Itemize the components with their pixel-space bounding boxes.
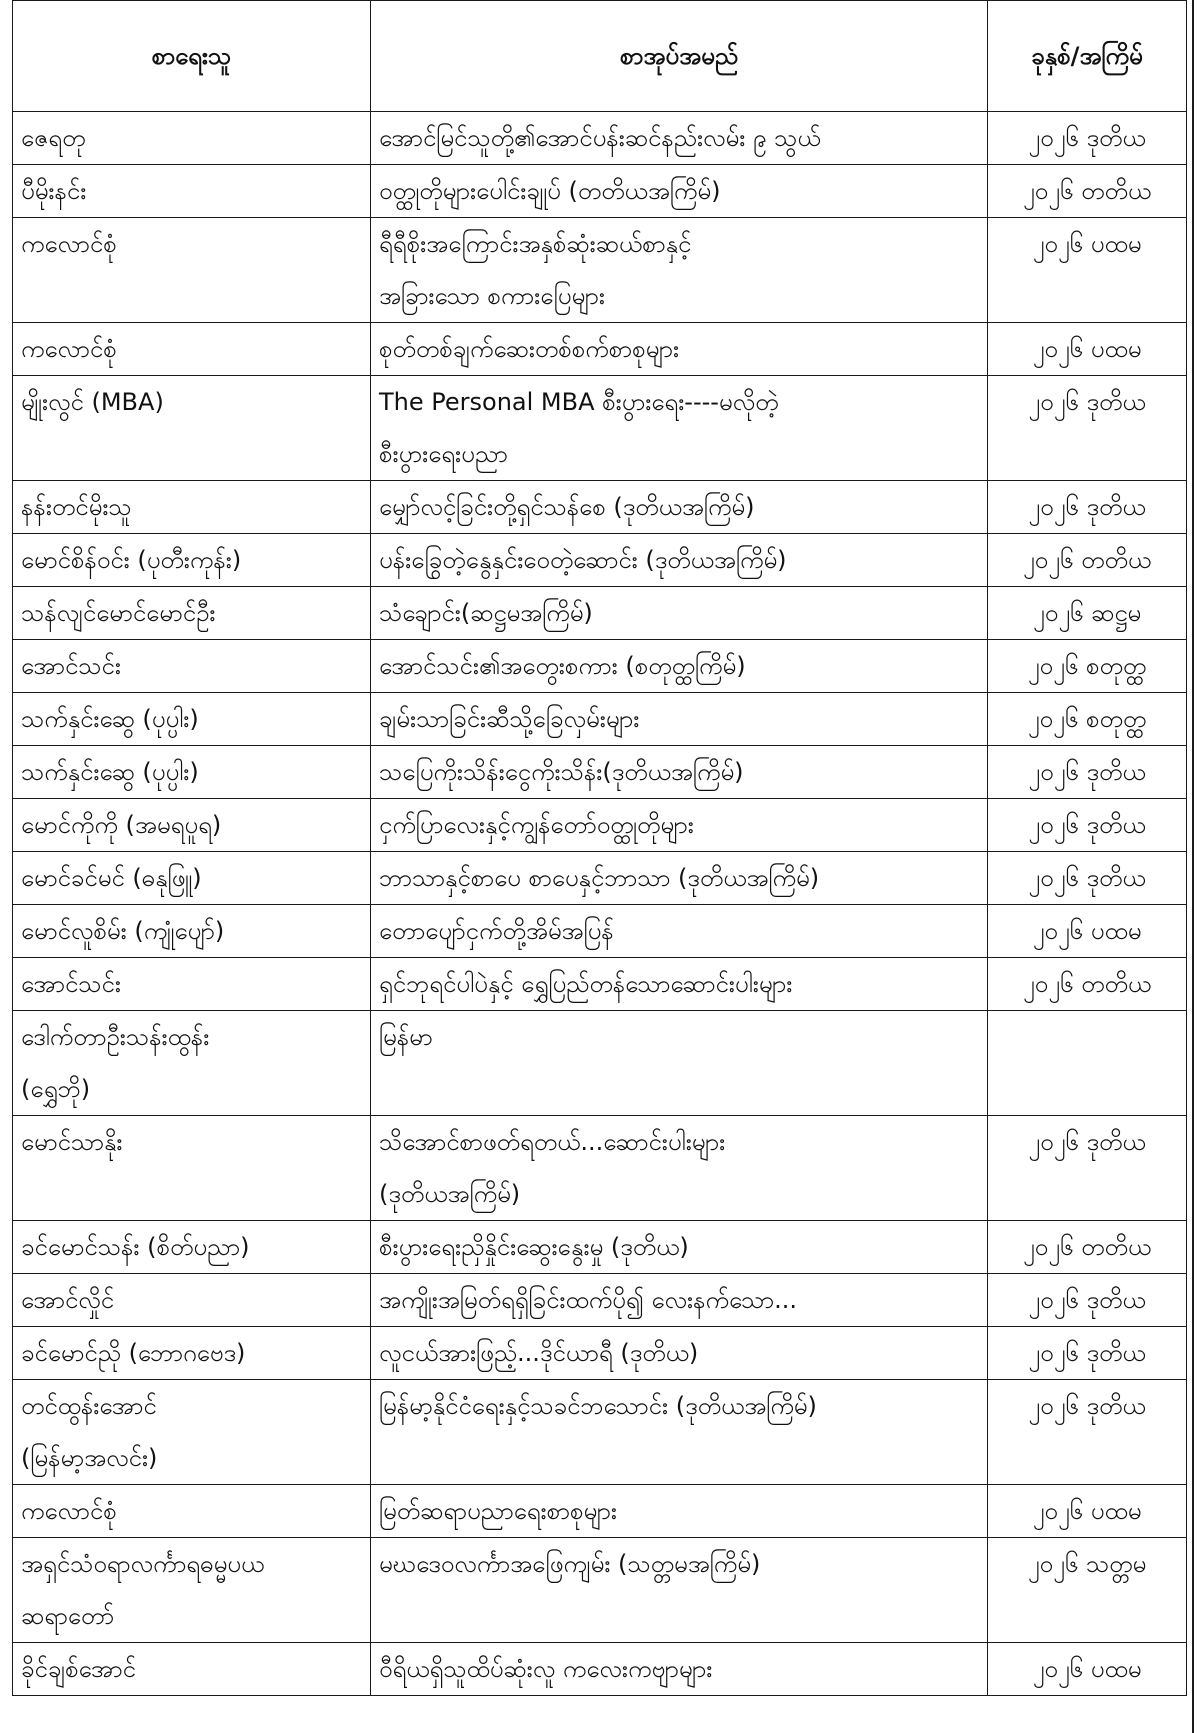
edition-cell: ၂၀၂၆ တတိယ xyxy=(988,958,1187,1011)
author-cell: မောင်စိန်ဝင်း (ပုတီးကုန်း) xyxy=(13,534,371,587)
edition-cell: ၂၀၂၆ ဒုတိယ xyxy=(988,376,1187,481)
edition-cell: ၂၀၂၆ ဒုတိယ xyxy=(988,112,1187,165)
title-cell: လူငယ်အားဖြည့်...ဒိုင်ယာရီ (ဒုတိယ) xyxy=(371,1327,988,1380)
header-edition: ခုနှစ်/အကြိမ် xyxy=(988,1,1187,112)
title-cell: အောင်မြင်သူတို့၏အောင်ပန်းဆင်နည်းလမ်း ၉ သွယ် xyxy=(371,112,988,165)
edition-cell: ၂၀၂၆ ဒုတိယ xyxy=(988,852,1187,905)
author-cell: သန်လျင်မောင်မောင်ဦး xyxy=(13,587,371,640)
edition-cell: ၂၀၂၆ တတိယ xyxy=(988,1221,1187,1274)
table-row xyxy=(13,1274,1187,1327)
table-row xyxy=(13,323,1187,376)
edition-cell: ၂၀၂၆ ပထမ xyxy=(988,218,1187,323)
title-cell: ချမ်းသာခြင်းဆီသို့ခြေလှမ်းများ xyxy=(371,693,988,746)
title-cell: မြန်မာ xyxy=(371,1011,988,1116)
edition-cell: ၂၀၂၆ ဆဋ္ဌမ xyxy=(988,587,1187,640)
table-row xyxy=(13,1327,1187,1380)
author-cell: ခိုင်ချစ်အောင် xyxy=(13,1643,371,1696)
author-cell: နန်းတင်မိုးသူ xyxy=(13,481,371,534)
table-row xyxy=(13,1116,1187,1221)
title-cell: သိအောင်စာဖတ်ရတယ်...ဆောင်းပါးများ (ဒုတိယအကြိမ်) xyxy=(371,1116,988,1221)
table-row xyxy=(13,746,1187,799)
table-row xyxy=(13,905,1187,958)
title-cell: အကျိုးအမြတ်ရရှိခြင်းထက်ပို၍ လေးနက်သော... xyxy=(371,1274,988,1327)
edition-cell xyxy=(988,1011,1187,1116)
title-cell: ဝီရိယရှိသူထိပ်ဆုံးလူ ကလေးကဗျာများ xyxy=(371,1643,988,1696)
table-row xyxy=(13,165,1187,218)
edition-cell: ၂၀၂၆ စတုတ္ထ xyxy=(988,640,1187,693)
title-cell: The Personal MBA စီးပွားရေး----မလိုတဲ့ စီးပွားရေးပညာ xyxy=(371,376,988,481)
title-cell: ဝတ္ထုတိုများပေါင်းချုပ် (တတိယအကြိမ်) xyxy=(371,165,988,218)
table-row xyxy=(13,218,1187,323)
title-cell: သပြေကိုးသိန်းငွေကိုးသိန်း(ဒုတိယအကြိမ်) xyxy=(371,746,988,799)
author-cell: ဒေါက်တာဦးသန်းထွန်း (ရွှေဘို) xyxy=(13,1011,371,1116)
table-row xyxy=(13,481,1187,534)
edition-cell: ၂၀၂၆ ဒုတိယ xyxy=(988,1116,1187,1221)
table-header-row xyxy=(13,1,1187,112)
book-list-table xyxy=(12,0,1187,1696)
author-cell: တင်ထွန်းအောင် (မြန်မာ့အလင်း) xyxy=(13,1380,371,1485)
edition-cell: ၂၀၂၆ တတိယ xyxy=(988,534,1187,587)
table-body xyxy=(13,112,1187,1696)
author-cell: မောင်ခင်မင် (ဓနုဖြူ) xyxy=(13,852,371,905)
title-cell: ဘာသာနှင့်စာပေ စာပေနှင့်ဘာသာ (ဒုတိယအကြိမ်) xyxy=(371,852,988,905)
table-row xyxy=(13,587,1187,640)
edition-cell: ၂၀၂၆ သတ္တမ xyxy=(988,1538,1187,1643)
title-cell: စီးပွားရေးညှိနှိုင်းဆွေးနွေးမှု (ဒုတိယ) xyxy=(371,1221,988,1274)
title-cell: မြန်မာ့နိုင်ငံရေးနှင့်သခင်ဘသောင်း (ဒုတိယအကြိမ်) xyxy=(371,1380,988,1485)
table-row xyxy=(13,1643,1187,1696)
author-cell: မောင်သာနိုး xyxy=(13,1116,371,1221)
edition-cell: ၂၀၂၆ ပထမ xyxy=(988,1643,1187,1696)
table-row xyxy=(13,1538,1187,1643)
edition-cell: ၂၀၂၆ ပထမ xyxy=(988,1485,1187,1538)
author-cell: အောင်သင်း xyxy=(13,958,371,1011)
title-cell: မဃဒေဝလင်္ကာအဖြေကျမ်း (သတ္တမအကြိမ်) xyxy=(371,1538,988,1643)
table-row xyxy=(13,958,1187,1011)
author-cell: အောင်သင်း xyxy=(13,640,371,693)
author-cell: မျိုးလွင် (MBA) xyxy=(13,376,371,481)
title-cell: အောင်သင်း၏အတွေးစကား (စတုတ္ထကြိမ်) xyxy=(371,640,988,693)
edition-cell: ၂၀၂၆ ပထမ xyxy=(988,905,1187,958)
author-cell: ကလောင်စုံ xyxy=(13,323,371,376)
author-cell: ခင်မောင်ညို (ဘောဂဗေဒ) xyxy=(13,1327,371,1380)
edition-cell: ၂၀၂၆ ဒုတိယ xyxy=(988,481,1187,534)
table-row xyxy=(13,640,1187,693)
title-cell: စုတ်တစ်ချက်ဆေးတစ်စက်စာစုများ xyxy=(371,323,988,376)
author-cell: သက်နှင်းဆွေ (ပုပ္ပါး) xyxy=(13,746,371,799)
edition-cell: ၂၀၂၆ ဒုတိယ xyxy=(988,1327,1187,1380)
author-cell: ပီမိုးနင်း xyxy=(13,165,371,218)
title-cell: ရှင်ဘုရင်ပါပဲနှင့် ရွှေပြည်တန်သောဆောင်းပါးများ xyxy=(371,958,988,1011)
title-cell: မြတ်ဆရာပညာရေးစာစုများ xyxy=(371,1485,988,1538)
title-cell: ပန်းခြွေတဲ့နွေနှင်းဝေတဲ့ဆောင်း (ဒုတိယအကြိမ်) xyxy=(371,534,988,587)
author-cell: သက်နှင်းဆွေ (ပုပ္ပါး) xyxy=(13,693,371,746)
table-row xyxy=(13,112,1187,165)
author-cell: မောင်ကိုကို (အမရပူရ) xyxy=(13,799,371,852)
title-cell: ရီရီစိုးအကြောင်းအနှစ်ဆုံးဆယ်စာနှင့် အခြားသော စကားပြေများ xyxy=(371,218,988,323)
author-cell: ကလောင်စုံ xyxy=(13,1485,371,1538)
title-cell: တောပျော်ငှက်တို့အိမ်အပြန် xyxy=(371,905,988,958)
title-cell: သံချောင်း(ဆဋ္ဌမအကြိမ်) xyxy=(371,587,988,640)
edition-cell: ၂၀၂၆ စတုတ္ထ xyxy=(988,693,1187,746)
edition-cell: ၂၀၂၆ ဒုတိယ xyxy=(988,746,1187,799)
edition-cell: ၂၀၂၆ ဒုတိယ xyxy=(988,1274,1187,1327)
author-cell: ခင်မောင်သန်း (စိတ်ပညာ) xyxy=(13,1221,371,1274)
edition-cell: ၂၀၂၆ ပထမ xyxy=(988,323,1187,376)
header-author: စာရေးသူ xyxy=(13,1,371,112)
table-row xyxy=(13,534,1187,587)
table-row xyxy=(13,799,1187,852)
page-edge-line xyxy=(1192,0,1194,1733)
table-row xyxy=(13,376,1187,481)
table-row xyxy=(13,1380,1187,1485)
table-row xyxy=(13,1485,1187,1538)
author-cell: မောင်လူစိမ်း (ကျုံပျော်) xyxy=(13,905,371,958)
table-row xyxy=(13,693,1187,746)
author-cell: အောင်လှိုင် xyxy=(13,1274,371,1327)
edition-cell: ၂၀၂၆ ဒုတိယ xyxy=(988,1380,1187,1485)
author-cell: ကလောင်စုံ xyxy=(13,218,371,323)
edition-cell: ၂၀၂၆ ဒုတိယ xyxy=(988,799,1187,852)
table-row xyxy=(13,1011,1187,1116)
title-cell: မျှော်လင့်ခြင်းတို့ရှင်သန်စေ (ဒုတိယအကြိမ်) xyxy=(371,481,988,534)
author-cell: ဇေရတု xyxy=(13,112,371,165)
edition-cell: ၂၀၂၆ တတိယ xyxy=(988,165,1187,218)
author-cell: အရှင်သံဝရာလင်္ကာရဓမ္မပယ ဆရာတော် xyxy=(13,1538,371,1643)
table-row xyxy=(13,1221,1187,1274)
header-title: စာအုပ်အမည် xyxy=(371,1,988,112)
title-cell: ငှက်ပြာလေးနှင့်ကျွန်တော်ဝတ္ထုတိုများ xyxy=(371,799,988,852)
table-row xyxy=(13,852,1187,905)
